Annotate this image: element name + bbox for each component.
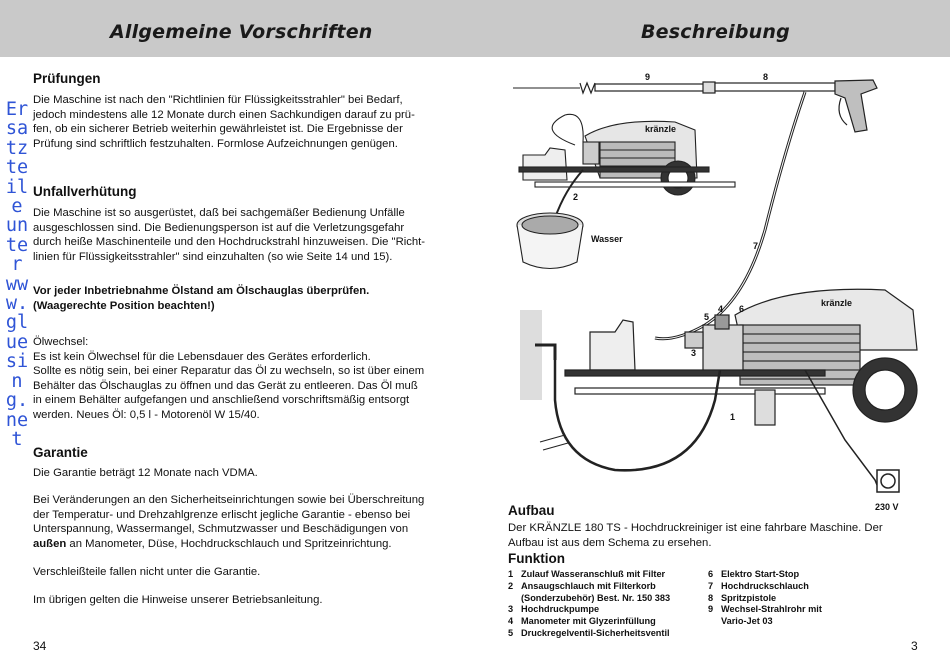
legend-item: 6 Elektro Start-Stop — [708, 569, 800, 579]
header-band — [0, 0, 950, 57]
legend-item: 1 Zulauf Wasseranschluß mit Filter — [508, 569, 666, 579]
text-garantie-2-bold: außen — [33, 537, 67, 550]
heading-unfallverhuetung: Unfallverhütung — [33, 184, 137, 199]
text-garantie-4: Im übrigen gelten die Hinweise unserer Betriebsanleitung. — [33, 594, 323, 606]
label-8: 8 — [763, 72, 769, 82]
oil-check-notice: Vor jeder Inbetriebnahme Ölstand am Ölschauglas überprüfen. (Waagerechte Position beachten!) — [33, 285, 370, 312]
heading-funktion: Funktion — [508, 551, 565, 566]
page-number-right: 3 — [911, 639, 918, 653]
text-garantie-3: Verschleißteile fallen nicht unter die Garantie. — [33, 566, 261, 578]
right-page-title: Beschreibung — [641, 21, 790, 43]
text-garantie-2b: an Manometer, Düse, Hochdruckschlauch und Spritzeinrichtung. — [66, 537, 392, 550]
spray-gun — [835, 80, 877, 132]
brand-label-small: kränzle — [645, 124, 677, 134]
label-3: 3 — [691, 348, 697, 358]
heading-garantie: Garantie — [33, 445, 88, 460]
legend-column-2 — [708, 569, 822, 628]
watermark-vertical: Ersatzteile unter www.gluesing.net — [5, 99, 29, 450]
brand-label-main: kränzle — [821, 298, 853, 308]
legend-item: 5 Druckregelventil-Sicherheitsventil — [508, 627, 670, 638]
legend-item: 7 Hochdruckschlauch — [708, 580, 809, 591]
legend-column-1 — [508, 569, 670, 640]
legend-item: 8 Spritzpistole — [708, 592, 777, 603]
water-bucket — [517, 213, 583, 269]
text-garantie-1: Die Garantie beträgt 12 Monate nach VDMA. — [33, 467, 258, 479]
label-2: 2 — [573, 192, 579, 202]
legend-item: 3 Hochdruckpumpe — [508, 604, 600, 615]
heading-pruefungen: Prüfungen — [33, 71, 101, 86]
label-5: 5 — [704, 312, 710, 322]
label-9: 9 — [645, 72, 651, 82]
text-aufbau: Der KRÄNZLE 180 TS - Hochdruckreiniger ist eine fahrbare Maschine. Der Aufbau ist aus dem Schema zu ersehen. — [508, 522, 883, 549]
spray-lance — [513, 82, 835, 93]
text-garantie-2 — [33, 493, 463, 551]
legend-item: 4 Manometer mit Glyzerinfüllung — [508, 616, 656, 627]
pressure-washer-diagram — [505, 70, 950, 515]
left-page-title: Allgemeine Vorschriften — [110, 21, 373, 43]
label-4: 4 — [718, 304, 724, 314]
legend-item: (Sonderzubehör) Best. Nr. 150 383 — [521, 592, 671, 603]
text-unfallverhuetung: Die Maschine ist so ausgerüstet, daß bei sachgemäßer Bedienung Unfälle ausgeschlossen sind. Die Bedienungsperson ist auf die Verletzungsgefahr durch heiße Maschinenteile und den Hochdruckstrahl hinzuweisen. Die "Richt- linien für Flüssigkeitsstrahler" sind einzuhalten (so wie Seite 14 und 15). — [33, 207, 426, 263]
label-wasser: Wasser — [591, 234, 623, 244]
label-230v: 230 V — [875, 502, 899, 512]
legend-item: 2 Ansaugschlauch mit Filterkorb — [508, 580, 656, 591]
text-pruefungen: Die Maschine ist nach den "Richtlinien für Flüssigkeitsstrahler" bei Bedarf, jedoch mindestens alle 12 Monate durch einen Sachkundigen darauf zu prü- fen, ob ein sicherer Betrieb weiterhin gewährleistet ist. Die Ergebnisse der Prüfung sind schriftlich festzuhalten. Formlose Aufzeichnungen genügen. — [33, 94, 415, 150]
label-7: 7 — [753, 241, 759, 251]
heading-aufbau: Aufbau — [508, 503, 555, 518]
page-number-left: 34 — [33, 639, 47, 653]
machine-small — [519, 114, 735, 195]
legend-item: Vario-Jet 03 — [721, 616, 773, 627]
label-6: 6 — [739, 304, 745, 314]
text-oelwechsel: Ölwechsel: Es ist kein Ölwechsel für die Lebensdauer des Gerätes erforderlich. Sollte es nötig sein, bei einer Reparatur das Öl zu wechseln, so ist über einem Behälter das Ölschauglas zu öffnen und das Gerät zu entleeren. Das Öl muß in einem Behälter aufgefangen und anschließend vorschriftsmäßig entsorgt werden. Neues Öl: 0,5 l - Motorenöl W 15/40. — [33, 336, 425, 421]
legend-item: 9 Wechsel-Strahlrohr mit — [708, 604, 822, 615]
text-garantie-2a: Bei Veränderungen an den Sicherheitseinrichtungen sowie bei Überschreitung der Temperatur- und Drehzahlgrenze erlischt jegliche Garantie - ebenso bei Unterspannung, Wassermangel, Schmutzwasser und Beschädigungen von — [33, 494, 425, 536]
label-1: 1 — [730, 412, 736, 422]
